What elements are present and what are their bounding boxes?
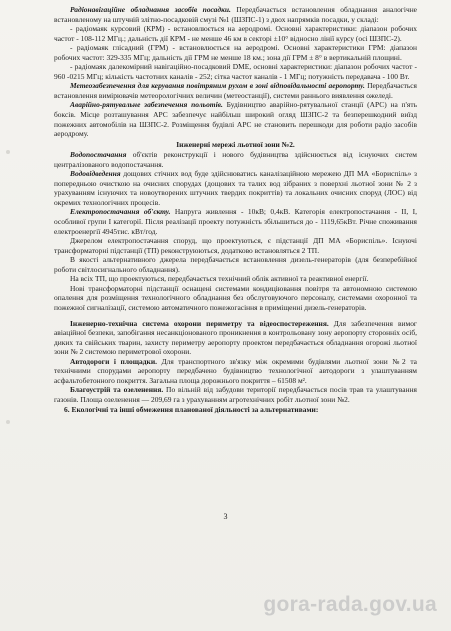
- paragraph-roads: Автодороги і площадки. Для транспортного зв'язку між окремими будівлями льотної зони №2 та технічними спорудами аеропорту передбачено будівництво технологічної автодороги з улаштуванням асфальтобетонного покриття. Загальна площа дорожнього покриття – 61508 м².: [54, 356, 417, 385]
- paragraph-localizer: - радіомаяк курсовий (КРМ) - встановлюється на аеродромі. Основні характеристики: діапазон робочих частот - 108-112 МГц.; дальність дії КРМ - не менше 46 км в секторі ±10° відносно лінії курсу (осі ШЗПС-2).: [54, 24, 417, 43]
- paragraph-power-source: Джерелом електропостачання споруд, що проектуються, є підстанції ДП МА «Бориспіль». Існуючі трансформаторні підстанції (ТП) реконструюються, додатково встановляться 2 ТП.: [54, 236, 417, 255]
- paragraph-substations: Нові трансформаторні підстанції оснащені системами кондиціювання повітря та автономною системою опалення для розміщення технологічного обладнання без обслуговуючого персоналу, системами охоронної та пожежної сигналізації, системою автоматичного пожежогасіння в приміщенні дизель-генераторів.: [54, 283, 417, 312]
- paragraph-energy-metering: На всіх ТП, що проектуються, передбачається технічний облік активної та реактивної енергії.: [70, 274, 369, 284]
- paragraph-rescue: Аварійно-рятувальне забезпечення польотів. Будівництво аварійно-рятувальної станції (АРС) на п'ять боксів. Місце розташування АРС забезпечує найбільш широкий огляд ШЗПС-2 та безперешкодний виїзд пожежних автомобілів на ШЗПС-2. Розміщення будівлі АРС не становить перешкоди для роботи радіо засобів аеродрому.: [54, 100, 417, 139]
- paragraph-perimeter-security: Інженерно-технічна система охорони периметру та відеоспостереження. Для забезпечення вимог авіаційної безпеки, запобігання несанкціонованого проникнення в контрольовану зону аеропорту сторонніх осіб, диких та свійських тварин, захисту периметру аеропорту проектом передбачається обладнання огорожі льотної зони № 2 системою периметрової охорони.: [54, 318, 417, 357]
- heading-section-6: 6. Екологічні та інші обмеження планованої діяльності за альтернативами:: [64, 405, 319, 415]
- paragraph-power-supply: Електропостачання об'єкту. Напруга живлення - 10кВ; 0,4кВ. Категорія електропостачання - II, I, особливої групи I категорії. Після реалізації проекту потужність збільшиться до - 1119,65кВт. Річне споживання електроенергії 4945тис. кВт/год.: [54, 207, 417, 236]
- paragraph-drainage: Водовідведення дощових стічних вод буде здійснюватись каналізаційною мережею ДП МА «Бориспіль» з попередньою очисткою на очисних спорудах (дощових та талих вод зібраних з поверхні льотної зони № 2 з урахуванням існуючих та новоутворених штучних твердих покриттів) та локальних очисних споруд (ЛОС) від окремих технологічних процесів.: [54, 169, 417, 207]
- paragraph-water-supply: Водопостачання об'єктів реконструкції і нового будівництва здійснюється від існуючих систем централізованого водопостачання.: [54, 150, 417, 169]
- paragraph-landscaping: Благоустрій та озеленення. По вільній від забудови території передбачається посів трав та улаштування газонів. Площа озеленення — 209,69 га з урахуванням агротехнічних робіт льотної зони №2.: [54, 385, 417, 404]
- watermark-text: gora-rada.gov.ua: [263, 593, 437, 616]
- document-body: [54, 5, 417, 415]
- page-number: 3: [223, 512, 228, 521]
- paragraph-glideslope: - радіомаяк глісадний (ГРМ) - встановлюється на аеродромі. Основні характеристики ГРМ: діапазон робочих частот: 329-335 МГц; дальність дії ГРМ не менше 18 км.; зона дії ГРМ ± 8° в вертикальній площині.: [54, 43, 417, 62]
- heading-engineering-networks: Інженерні мережі льотної зони №2.: [176, 139, 295, 149]
- paragraph-dme: - радіомаяк далекомірний навігаційно-посадковий DME, основні характеристики: діапазон робочих частот - 960 -0215 МГц; кількість частотних каналів - 252; сітка частот каналів - 1 МГц; потужність передавача - 100 Вт.: [54, 62, 417, 81]
- paragraph-radionavigation: Радіонавігаційне обладнання засобів посадки. Передбачається встановлення обладнання аналогічне встановленому на штучній злітно-посадковій смузі №1 (ШЗПС-1) з двох напрямків посадки, у складі:: [54, 5, 417, 24]
- paragraph-diesel-generators: В якості альтернативного джерела передбачається встановлення дизель-генераторів (для безперебійної роботи світлосигнального обладнання).: [54, 255, 417, 274]
- paragraph-meteo: Метеозабезпечення для керування повітряним рухом в зоні відповідальності аеропорту. Передбачається встановлення вимірювачів метеорологічних величин (метеостанції), системи раннього виявлення ожеледі.: [54, 81, 417, 100]
- binding-hole-mark: [6, 420, 10, 424]
- binding-hole-mark: [6, 150, 10, 154]
